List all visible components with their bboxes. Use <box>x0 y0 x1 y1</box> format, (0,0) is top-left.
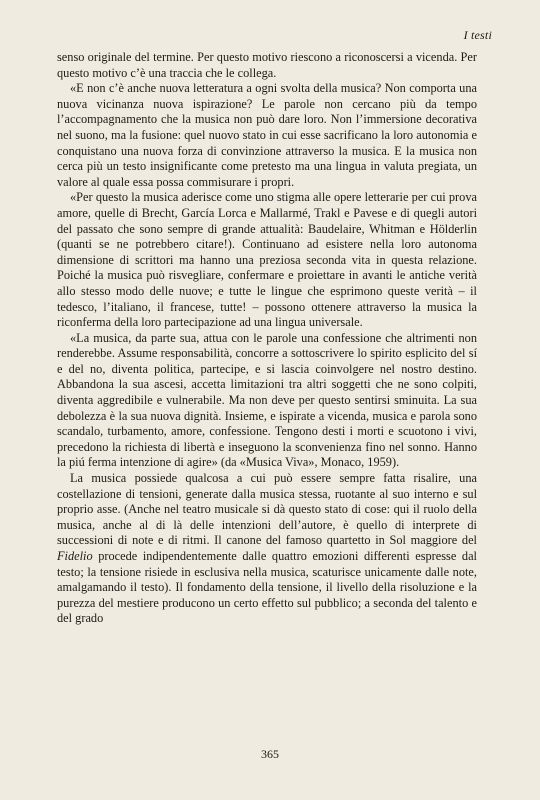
text-run: «Per questo la musica aderisce come uno stigma alle opere letterarie per cui prova amore, quelle di Brecht, García Lorca e Mallarmé, Trakl e Pavese e di quegli autori del passato che sono sempre di grande attualità: Baudelaire, Whitman e Hölderlin (quanti se ne potrebbero citare!). Continuano ad esistere nella loro autonoma dimensione di scrittori ma hanno una preziosa seconda vita in questa relazione. Poiché la musica può risvegliare, confermare e proiettare in avanti le antiche verità allo stesso modo delle nuove; e tutte le lingue che esprimono queste verità – il tedesco, l’italiano, il francese, tutte! – possono ottenere attraverso la musica la riconferma della loro partecipazione ad una lingua universale. <box>57 190 477 330</box>
italic-title: Fidelio <box>57 549 93 563</box>
text-run: procede indipendentemente dalle quattro emozioni differenti espresse dal testo; la tensione risiede in esclusiva nella musica, scaturisce unicamente dalle note, amalgamando il testo). Il fondamento della tensione, il livello della risoluzione e la purezza del mestiere producono un certo effetto sul pubblico; a seconda del talento e del grado <box>57 549 477 626</box>
paragraph <box>57 50 477 81</box>
text-run: La musica possiede qualcosa a cui può essere sempre fatta risalire, una costellazione di tensioni, generate dalla musica stessa, ruotante al suo interno e sul proprio asse. (Anche nel teatro musicale si dà questo stato di cose: qui il ruolo della musica, anche al di là delle intenzioni dell’autore, è quello di interprete di successioni di note e di ritmi. Il canone del famoso quartetto in Sol maggiore del <box>57 471 477 548</box>
paragraph <box>57 81 477 190</box>
text-run: «La musica, da parte sua, attua con le parole una confessione che altrimenti non renderebbe. Assume responsabilità, concorre a sottoscrivere lo spirito esplicito del sí e del no, diventa politica, partecipe, e si lascia coinvolgere nel nostro destino. Abbandona la sua ascesi, accetta limitazioni tra altri soggetti che ne sono colpiti, diventa aggredibile e vulnerabile. Ma non deve per questo sentirsi sminuita. La sua debolezza è la sua nuova dignità. Insieme, e ispirate a vicenda, musica e parola sono scandalo, turbamento, amore, confessione. Tengono desti i morti e scuotono i vivi, precedono la richiesta di libertà e inseguono la sconvenienza fino nel sonno. Hanno la piú ferma intenzione di agire» (da «Musica Viva», Monaco, 1959). <box>57 330 477 470</box>
running-head: I testi <box>463 28 492 42</box>
text-run: senso originale del termine. Per questo motivo riescono a riconoscersi a vicenda. Per questo motivo c’è una traccia che le collega. <box>57 50 477 80</box>
text-run: «E non c’è anche nuova letteratura a ogni svolta della musica? Non comporta una nuova vicinanza nuova ispirazione? Le parole non cercano più da tempo l’accompagnamento che la musica non può dare loro. Non l’immersione decorativa nel suono, ma la fusione: quel nuovo stato in cui esse sacrificano la loro autonomia e conquistano una nuova forza di convinzione attraverso la musica. E la musica non cerca più un testo insignificante come pretesto ma una lingua in valuta pregiata, un valore al quale essa possa commisurare i propri. <box>57 81 477 189</box>
paragraph <box>57 331 477 471</box>
page-number: 365 <box>261 747 279 761</box>
paragraph <box>57 190 477 330</box>
body-text <box>57 50 477 627</box>
paragraph <box>57 471 477 627</box>
